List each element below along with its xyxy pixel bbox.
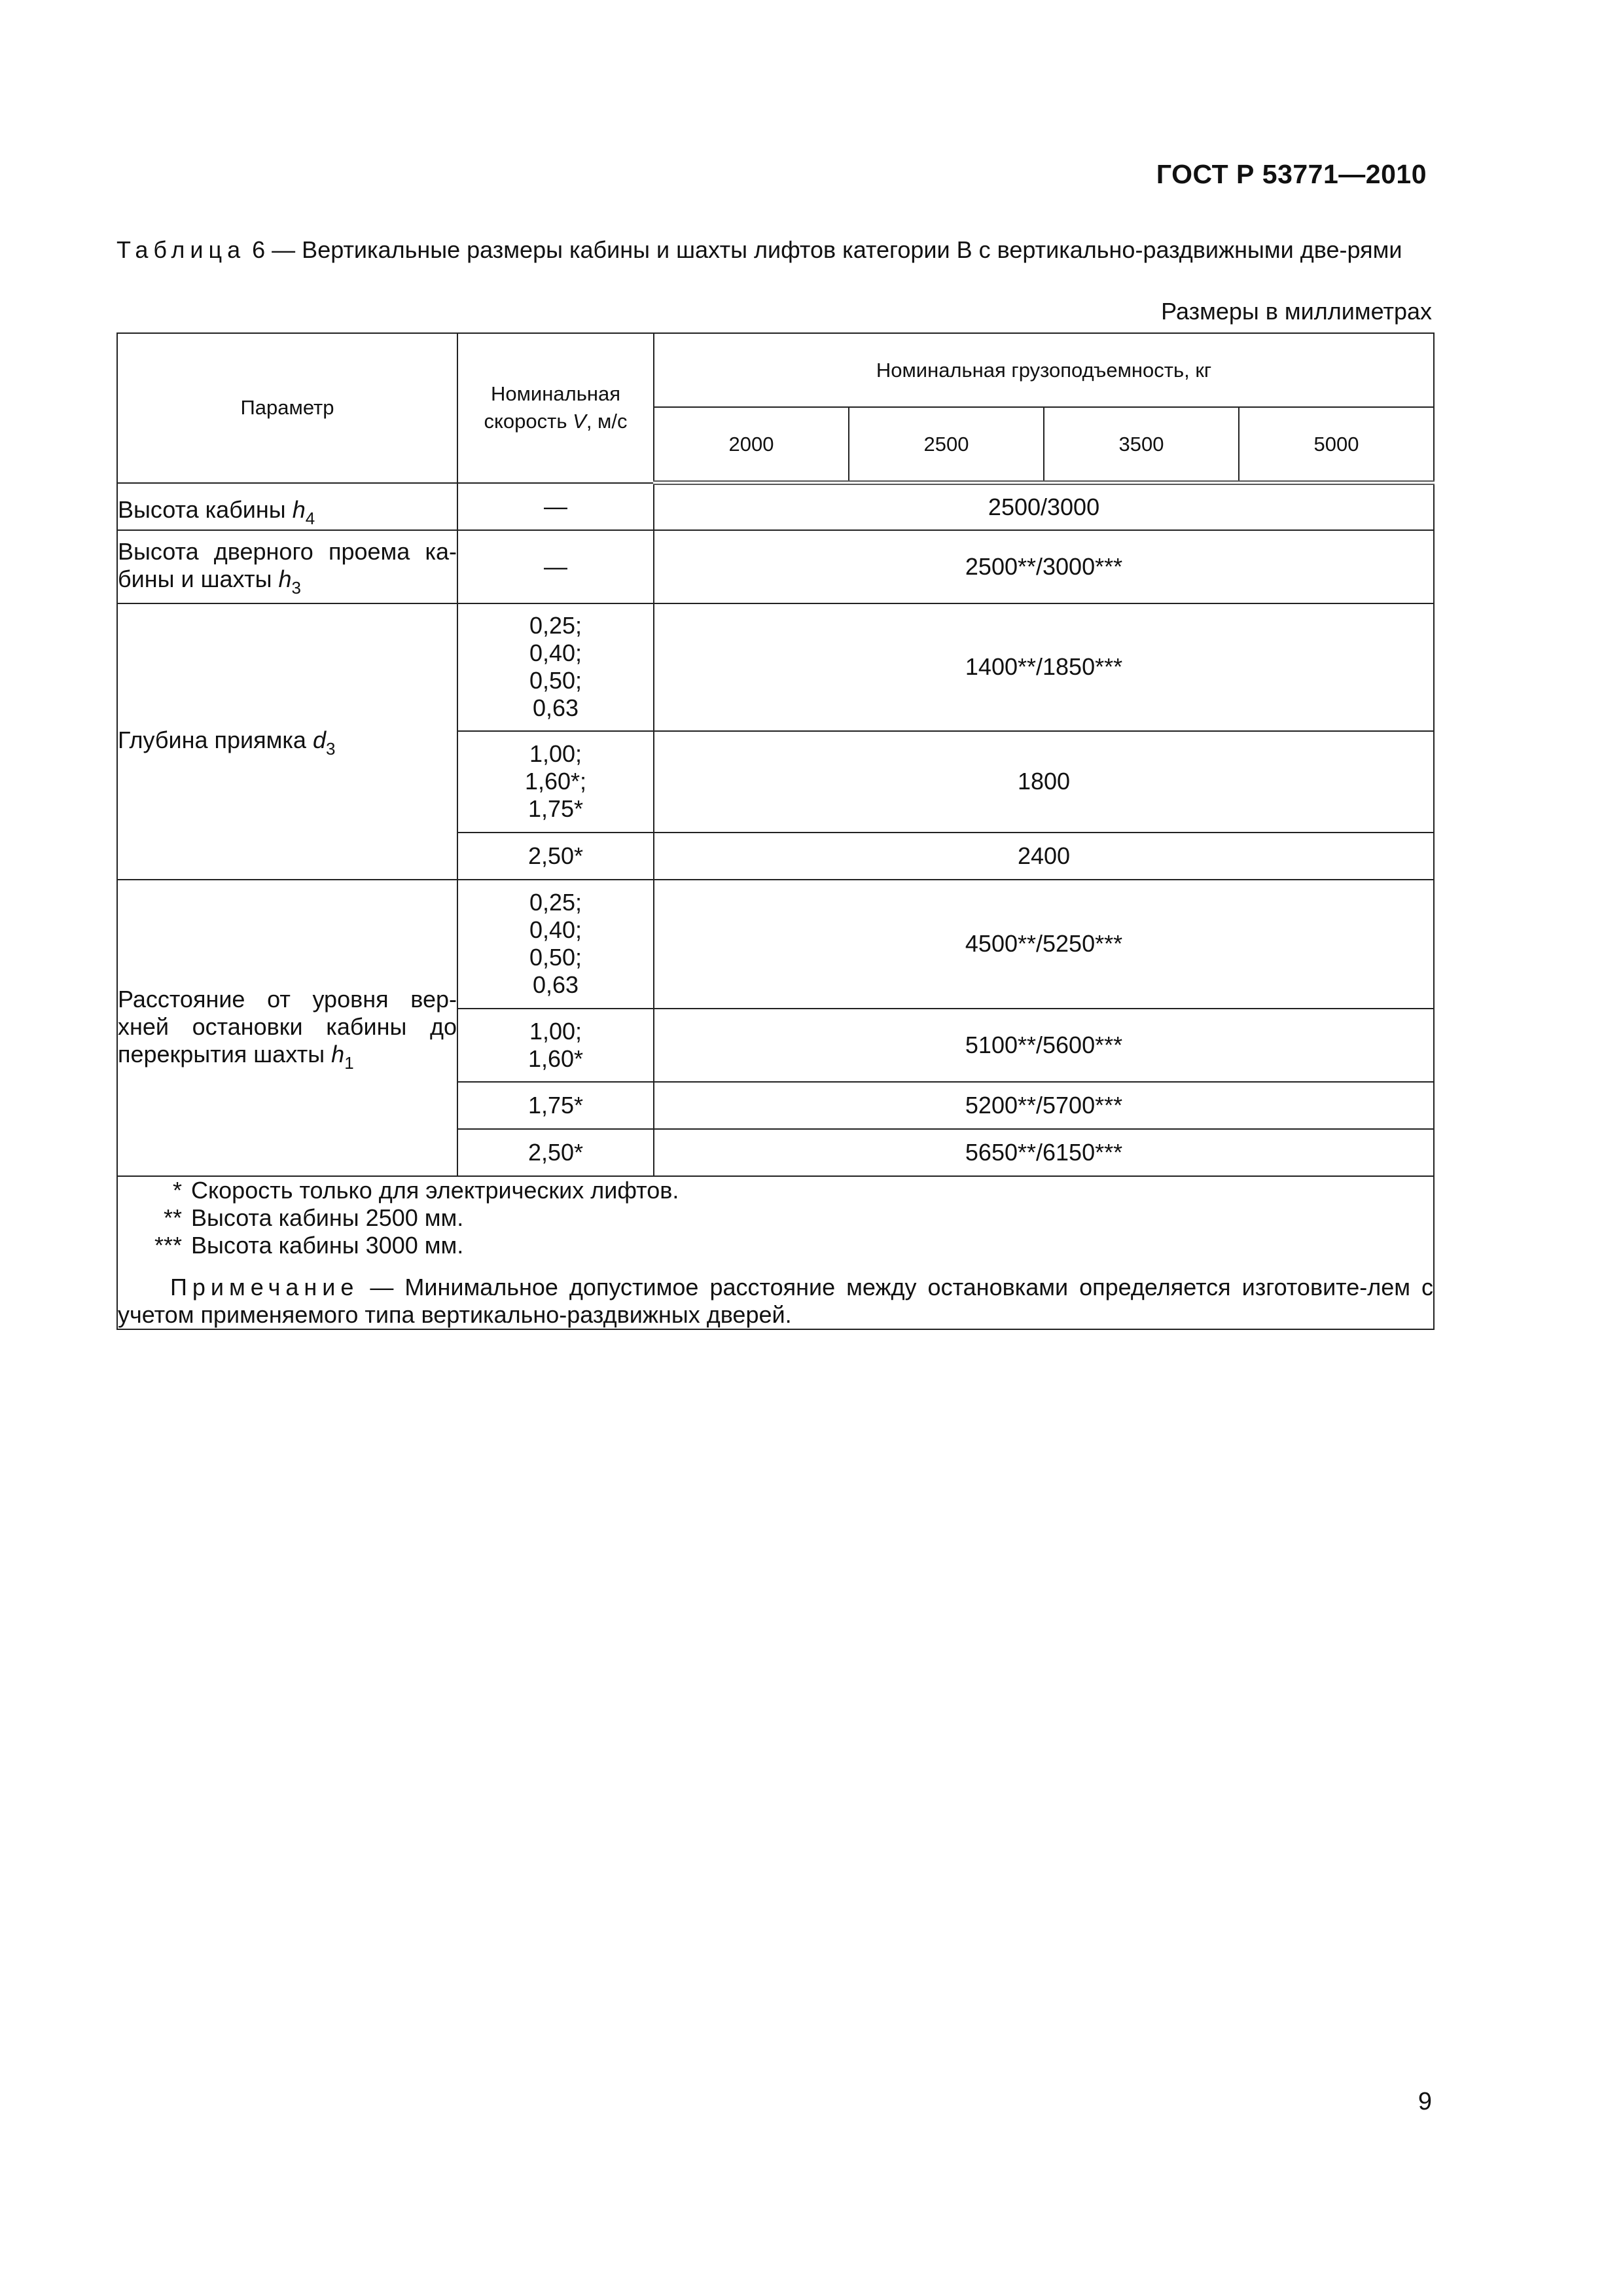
load-col-5000: 5000 (1239, 407, 1434, 483)
speed-cell: 1,75* (457, 1082, 654, 1129)
note-label: Примечание (170, 1273, 359, 1300)
table-note (118, 1274, 1433, 1329)
param-header: Параметр (117, 333, 457, 483)
footnote-mark: *** (154, 1231, 182, 1259)
footnote (118, 1177, 1433, 1204)
speed-value: 1,00; (529, 740, 582, 767)
load-col-2000: 2000 (654, 407, 849, 483)
footnote-text: Высота кабины 3000 мм. (191, 1231, 464, 1259)
speed-value: 0,40; (529, 639, 582, 666)
param-subscript: 4 (305, 509, 315, 528)
load-header: Номинальная грузоподъемность, кг (654, 333, 1434, 407)
speed-value: 0,63 (532, 694, 579, 721)
speed-header (457, 333, 654, 483)
value-cell: 5100**/5600*** (654, 1009, 1434, 1082)
footnote (118, 1204, 1433, 1232)
param-symbol: h (292, 496, 306, 523)
footnote-text: Скорость только для электрических лифтов. (191, 1176, 679, 1204)
load-col-2500: 2500 (849, 407, 1044, 483)
footnote-mark: * (172, 1176, 182, 1204)
table-row-door-height (117, 530, 1434, 603)
value-cell: 5200**/5700*** (654, 1082, 1434, 1129)
caption-label: Таблица (116, 236, 246, 263)
table-caption (116, 236, 1431, 264)
value-cell: 2500**/3000*** (654, 530, 1434, 603)
lift-dimensions-table (116, 332, 1435, 1330)
speed-value: 0,25; (529, 889, 582, 916)
footnote (118, 1232, 1433, 1259)
speed-value: 1,00; (529, 1017, 582, 1045)
note-text: — Минимальное допустимое расстояние между остановками определяется изготовите-лем с учетом применяемого типа вертикально-раздвижных дверей. (118, 1273, 1434, 1328)
standard-code: ГОСТ Р 53771—2010 (1156, 159, 1427, 189)
param-symbol: h (331, 1040, 345, 1067)
value-cell: 2500/3000 (654, 483, 1434, 530)
speed-value: 0,40; (529, 916, 582, 943)
table-row-pit-1 (117, 603, 1434, 731)
param-overhead (117, 880, 457, 1176)
param-symbol: h (278, 565, 292, 592)
param-pit-depth (117, 603, 457, 880)
param-label: Высота кабины (118, 496, 293, 523)
speed-cell: 2,50* (457, 1129, 654, 1176)
speed-value: 1,75* (527, 795, 584, 822)
speed-value: 0,63 (532, 971, 579, 998)
value-cell: 2400 (654, 833, 1434, 880)
speed-cell: — (457, 483, 654, 530)
param-cab-height (117, 483, 457, 530)
param-subscript: 1 (344, 1052, 354, 1073)
value-cell: 4500**/5250*** (654, 880, 1434, 1009)
table-footer-row (117, 1176, 1434, 1329)
speed-cell: — (457, 530, 654, 603)
speed-cell (457, 731, 654, 833)
param-subscript: 3 (291, 578, 301, 598)
speed-cell: 2,50* (457, 833, 654, 880)
caption-text: 6 — Вертикальные размеры кабины и шахты лифтов категории В с вертикально-раздвижными две-рями (245, 236, 1402, 263)
table-footer (117, 1176, 1434, 1329)
param-label: Глубина приямка (118, 726, 313, 753)
param-subscript: 3 (325, 739, 336, 759)
footnote-mark: ** (163, 1204, 182, 1231)
speed-cell (457, 880, 654, 1009)
page-number: 9 (1418, 2088, 1432, 2115)
footnote-text: Высота кабины 2500 мм. (191, 1204, 464, 1231)
speed-header-line1: Номинальная (490, 382, 620, 406)
speed-header-var: V (573, 410, 586, 433)
units-note: Размеры в миллиметрах (1161, 298, 1432, 325)
speed-value: 0,50; (529, 667, 582, 694)
speed-header-post: , м/с (586, 410, 628, 433)
table-row-overhead-1 (117, 880, 1434, 1009)
param-symbol: d (312, 726, 326, 753)
value-cell: 5650**/6150*** (654, 1129, 1434, 1176)
speed-value: 1,60*; (524, 768, 587, 795)
speed-header-pre: скорость (484, 410, 573, 433)
param-door-height (117, 530, 457, 603)
table-row-cab-height (117, 483, 1434, 530)
header-row-1 (117, 333, 1434, 407)
speed-cell (457, 603, 654, 731)
speed-value: 1,60* (527, 1045, 584, 1072)
value-cell: 1800 (654, 731, 1434, 833)
value-cell: 1400**/1850*** (654, 603, 1434, 731)
param-label: Расстояние от уровня вер-хней остановки кабины до перекрытия шахты (118, 985, 457, 1067)
speed-cell (457, 1009, 654, 1082)
speed-value: 0,50; (529, 944, 582, 971)
load-col-3500: 3500 (1044, 407, 1239, 483)
param-label: Высота дверного проема ка-бины и шахты (118, 538, 457, 592)
speed-value: 0,25; (529, 612, 582, 639)
